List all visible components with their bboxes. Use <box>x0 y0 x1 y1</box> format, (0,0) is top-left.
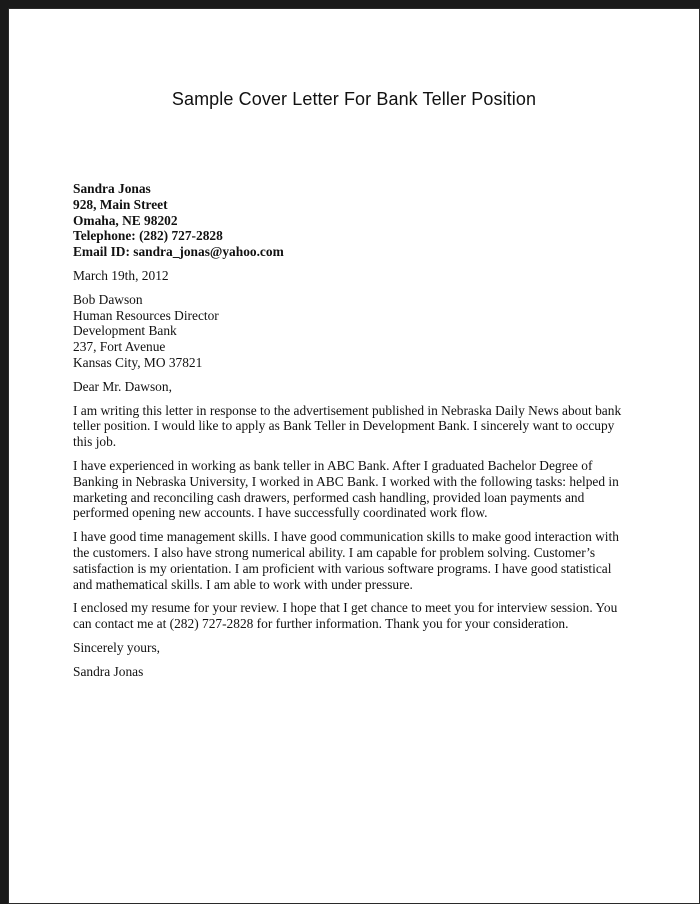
paragraph-1 <box>73 403 643 450</box>
sender-block <box>73 181 643 260</box>
paragraph-line: I enclosed my resume for your review. I hope that I get chance to meet you for interview session. You <box>73 600 618 616</box>
paragraph-3 <box>73 529 643 592</box>
signature-name: Sandra Jonas <box>73 663 144 679</box>
paragraph-line: can contact me at (282) 727-2828 for further information. Thank you for your consideration. <box>73 616 569 632</box>
letter-body <box>73 181 643 680</box>
document-title: Sample Cover Letter For Bank Teller Position <box>171 89 537 109</box>
paragraph-line: this job. <box>73 434 117 450</box>
sender-email: Email ID: sandra_jonas@yahoo.com <box>73 244 284 260</box>
salutation: Dear Mr. Dawson, <box>73 378 172 394</box>
paragraph-line: marketing and reconciling cash drawers, performed cash handling, provided loan payments and <box>73 489 585 505</box>
paragraph-line: I have experienced in working as bank teller in ABC Bank. After I graduated Bachelor Degree of <box>73 457 593 473</box>
recipient-city: Kansas City, MO 37821 <box>73 354 203 370</box>
paragraph-line: Banking in Nebraska University, I worked in ABC Bank. I worked with the following tasks: helped in <box>73 473 619 489</box>
paragraph-2 <box>73 458 643 521</box>
sender-telephone: Telephone: (282) 727-2828 <box>73 228 223 244</box>
paragraph-line: the customers. I also have strong numerical ability. I am capable for problem solving. Customer’s <box>73 544 596 560</box>
letter-date: March 19th, 2012 <box>73 267 169 283</box>
paragraph-line: and mathematical skills. I am able to work with under pressure. <box>73 576 413 592</box>
paragraph-line: I am writing this letter in response to the advertisement published in Nebraska Daily News about bank <box>73 402 622 418</box>
paragraph-line: teller position. I would like to apply as Bank Teller in Development Bank. I sincerely want to occupy <box>73 418 615 434</box>
recipient-name: Bob Dawson <box>73 291 143 307</box>
recipient-street: 237, Fort Avenue <box>73 339 166 355</box>
sender-name: Sandra Jonas <box>73 181 151 196</box>
recipient-block <box>73 292 643 371</box>
paragraph-line: performed opening new accounts. I have successfully coordinated work flow. <box>73 505 488 521</box>
paragraph-line: I have good time management skills. I have good communication skills to make good interaction with <box>73 529 619 545</box>
recipient-title: Human Resources Director <box>73 307 219 323</box>
paragraph-4 <box>73 600 643 632</box>
paragraph-line: satisfaction is my orientation. I am proficient with various software programs. I have good statistical <box>73 560 612 576</box>
recipient-company: Development Bank <box>73 323 177 339</box>
closing: Sincerely yours, <box>73 639 161 655</box>
sender-street: 928, Main Street <box>73 196 168 212</box>
letter-page <box>8 8 700 904</box>
sender-city: Omaha, NE 98202 <box>73 212 178 228</box>
